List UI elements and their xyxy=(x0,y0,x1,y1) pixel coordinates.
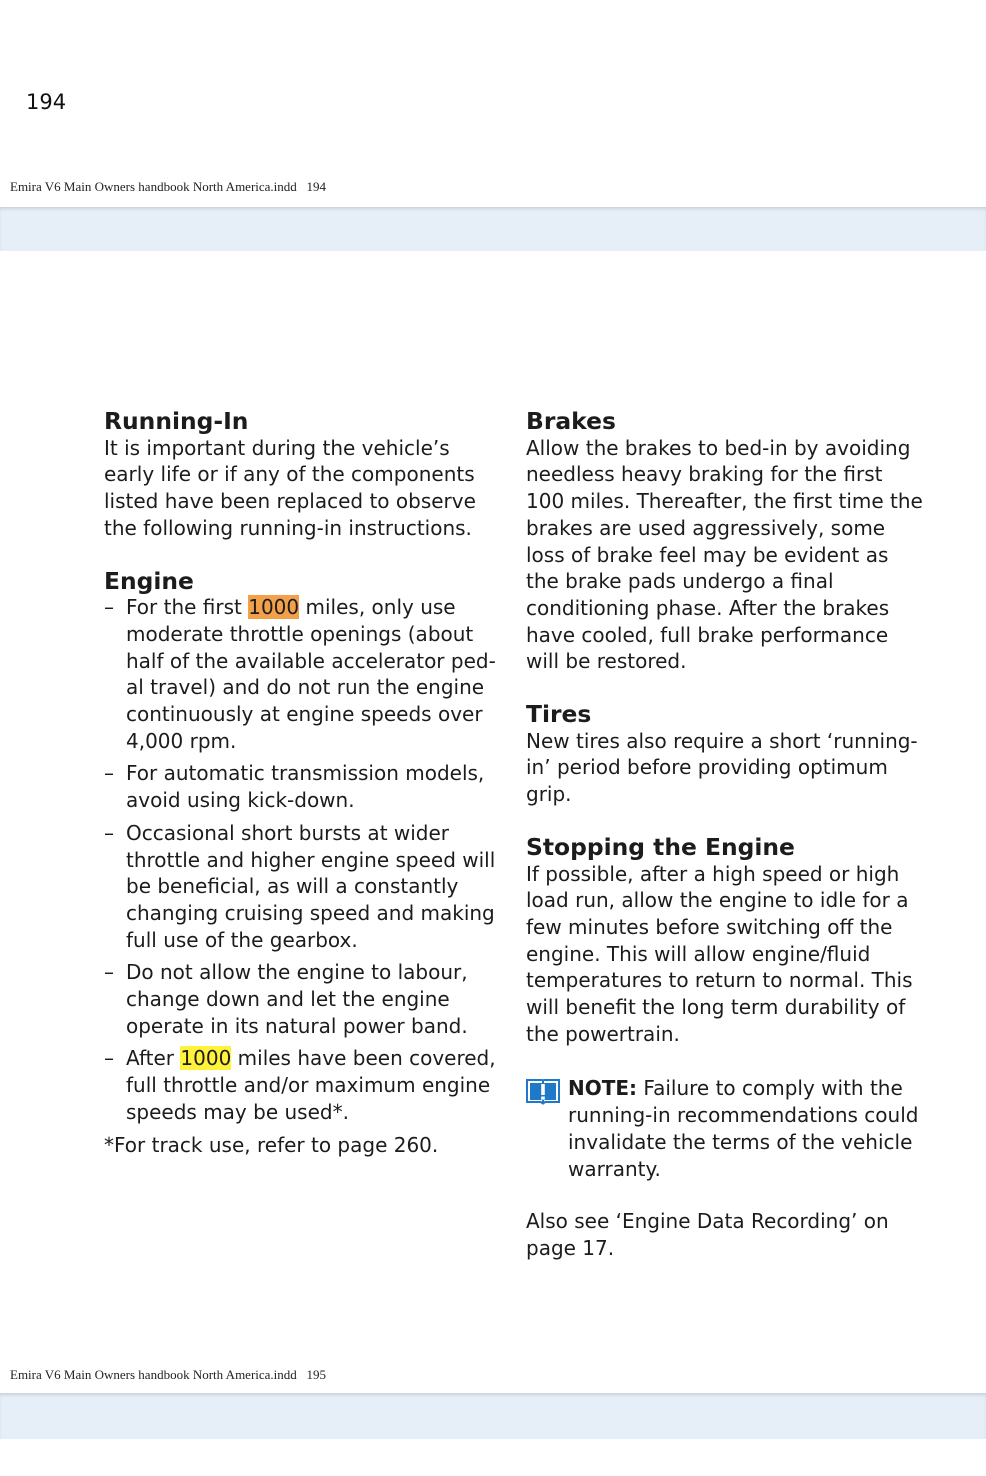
left-column xyxy=(104,408,499,1158)
bullet-dash: – xyxy=(104,761,114,786)
engine-bullet-3 xyxy=(104,820,499,954)
bullet-dash: – xyxy=(104,820,114,845)
book-info-icon xyxy=(526,1077,560,1105)
note-label: NOTE: xyxy=(568,1076,638,1101)
highlight-mileage: 1000 xyxy=(180,1046,232,1071)
page-gap-band-bottom xyxy=(0,1393,986,1439)
bullet-text: After xyxy=(126,1046,181,1071)
page-gap-band-top xyxy=(0,207,986,251)
bullet-text: For automatic transmission models, avoid using kick-down. xyxy=(126,761,485,813)
stopping-engine-text: If possible, after a high speed or high load run, allow the engine to idle for a few minutes before switching off the engine. This will allow engine/fluid temperatures to return to normal. This will benefit the long term durability of the powertrain. xyxy=(526,861,913,1046)
running-in-text: It is important during the vehicle’s early life or if any of the components listed have been replaced to observe the following running-in instructions. xyxy=(104,435,476,540)
engine-heading: Engine xyxy=(104,566,194,595)
bullet-text: Occasional short bursts at wider throttle and higher engine speed will be beneficial, as will a constantly changing cruising speed and making full use of the gearbox. xyxy=(126,820,496,952)
bullet-text: miles have been covered, full throttle and/or maximum engine speeds may be used*. xyxy=(126,1046,496,1124)
bullet-dash: – xyxy=(104,595,114,620)
right-column xyxy=(526,408,926,1262)
note-text: Failure to comply with the running-in recommendations could invalidate the terms of the vehicle warranty. xyxy=(568,1076,919,1181)
engine-bullet-2 xyxy=(104,760,499,813)
bullet-text: miles, only use moderate throttle openings (about half of the available accelerator ped-al travel) and do not run the engine continuously at engine speeds over 4,000 rpm. xyxy=(126,595,496,753)
warranty-note xyxy=(526,1075,926,1182)
file-slug-top: Emira V6 Main Owners handbook North America.indd 194 xyxy=(10,179,327,194)
engine-bullet-1 xyxy=(104,594,499,754)
bullet-text: Do not allow the engine to labour, change down and let the engine operate in its natural power band. xyxy=(126,960,468,1038)
engine-bullet-5 xyxy=(104,1045,499,1125)
brakes-text: Allow the brakes to bed-in by avoiding needless heavy braking for the first 100 miles. Thereafter, the first time the brakes are used aggressively, some loss of brake feel may be evident as the brake pads undergo a final conditioning phase. After the brakes have cooled, full brake performance will be restored. xyxy=(526,435,923,674)
tires-heading: Tires xyxy=(526,700,592,729)
also-see-reference: Also see ‘Engine Data Recording’ on page 17. xyxy=(526,1209,889,1260)
bullet-dash: – xyxy=(104,1046,114,1071)
file-slug-bottom: Emira V6 Main Owners handbook North America.indd 195 xyxy=(10,1367,327,1382)
page-number: 194 xyxy=(26,90,67,114)
stopping-engine-heading: Stopping the Engine xyxy=(526,832,795,861)
running-in-heading: Running-In xyxy=(104,407,249,435)
engine-bullet-list xyxy=(104,594,499,1125)
bullet-text: For the first xyxy=(126,595,249,620)
brakes-heading: Brakes xyxy=(526,407,616,435)
engine-bullet-4 xyxy=(104,959,499,1039)
highlight-mileage: 1000 xyxy=(248,595,300,620)
tires-text: New tires also require a short ‘running-in’ period before providing optimum grip. xyxy=(526,728,918,807)
track-use-footnote: *For track use, refer to page 260. xyxy=(104,1132,439,1157)
bullet-dash: – xyxy=(104,960,114,985)
